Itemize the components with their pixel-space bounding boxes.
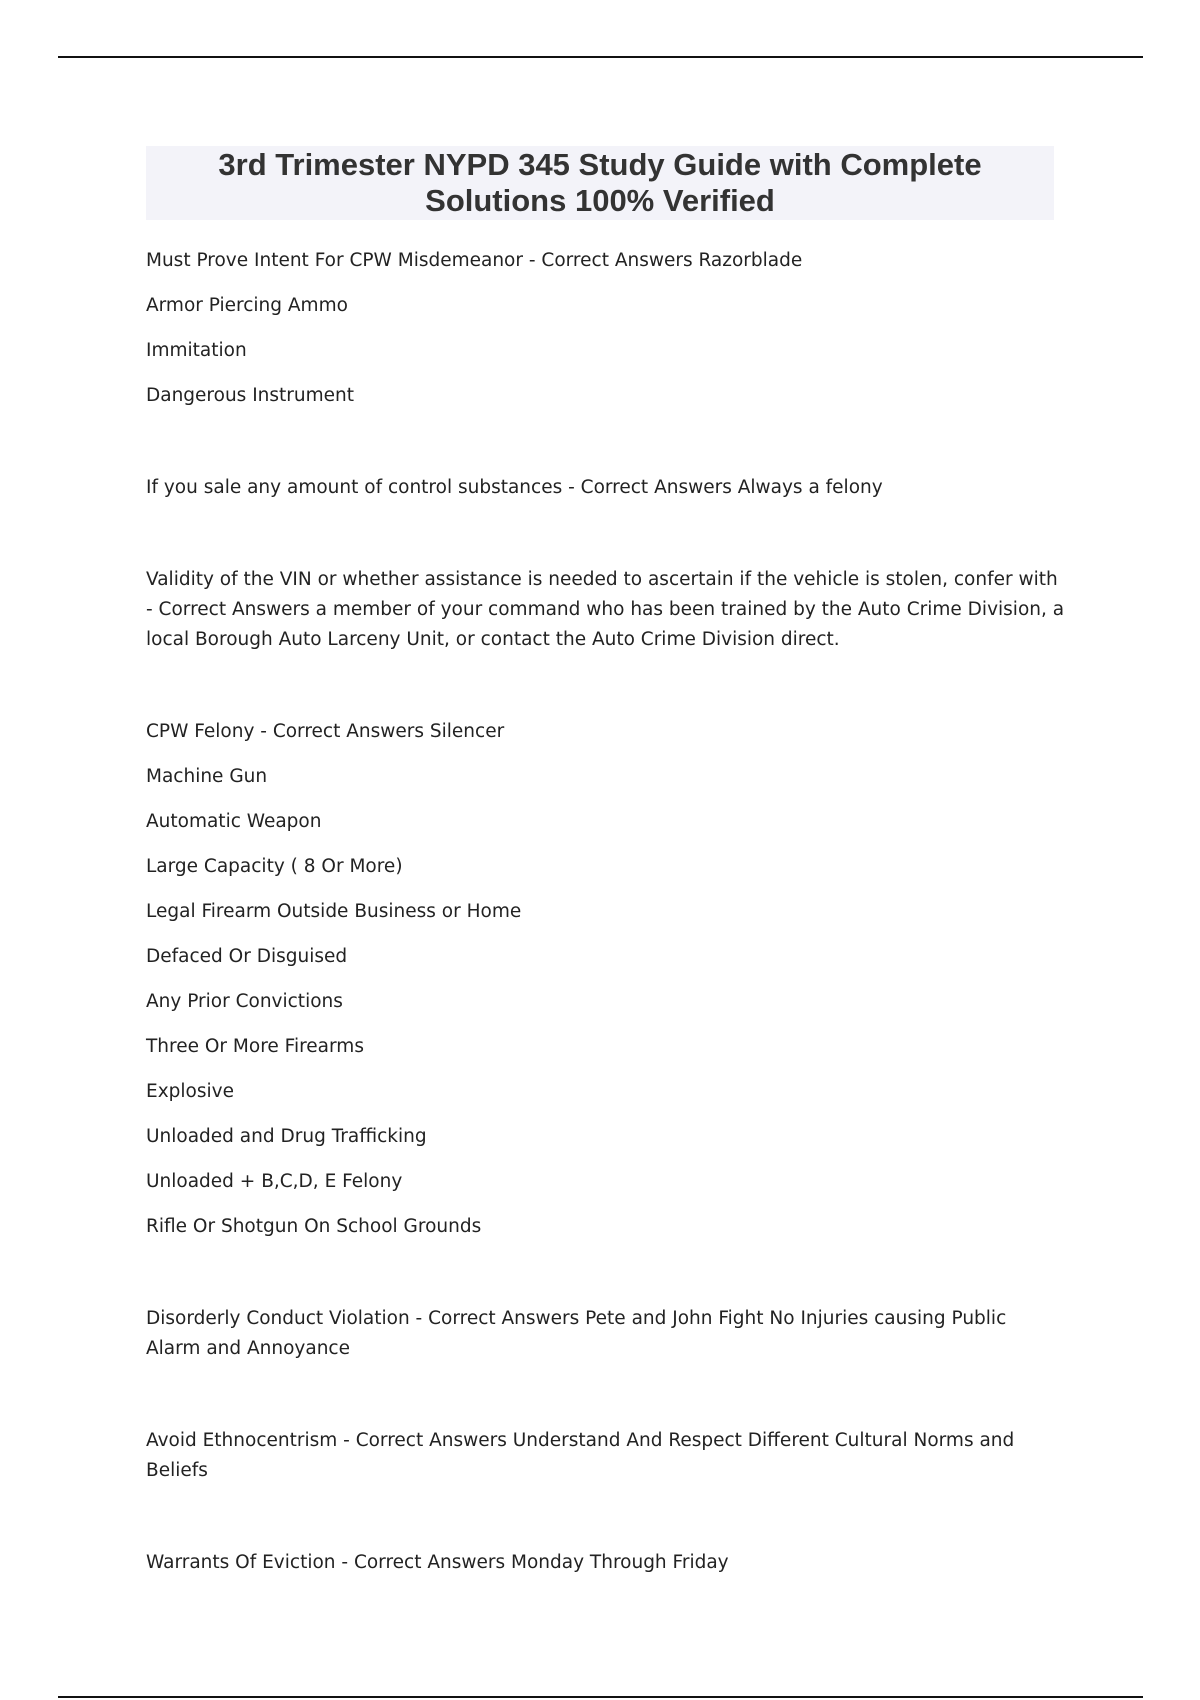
qa-extra-line: Defaced Or Disguised [146, 946, 348, 967]
title-banner [146, 146, 1054, 220]
spacer [146, 411, 1066, 473]
qa-extra-line: Legal Firearm Outside Business or Home [146, 901, 522, 922]
qa-text: CPW Felony - Correct Answers Silencer [146, 721, 505, 742]
document-title: 3rd Trimester NYPD 345 Study Guide with Complete Solutions 100% Verified [218, 147, 982, 218]
qa-item [146, 246, 1066, 411]
qa-extra-line: Explosive [146, 1081, 234, 1102]
spacer [146, 655, 1066, 717]
spacer [146, 1242, 1066, 1304]
spacer [146, 1364, 1066, 1426]
top-rule [58, 56, 1143, 58]
qa-extra-line: Three Or More Firearms [146, 1036, 364, 1057]
qa-text: Validity of the VIN or whether assistance is needed to ascertain if the vehicle is stolen, confer with - Correct Answers a member of your command who has been trained by the Auto Crime Division, a local Borough Auto Larceny Unit, or contact the Auto Crime Division direct. [146, 569, 1065, 650]
qa-extra-line: Unloaded and Drug Trafficking [146, 1126, 427, 1147]
spacer [146, 1486, 1066, 1548]
qa-text: Warrants Of Eviction - Correct Answers Monday Through Friday [146, 1552, 729, 1573]
qa-extra-line: Dangerous Instrument [146, 385, 354, 406]
qa-extra-line: Machine Gun [146, 766, 268, 787]
qa-extra-line: Automatic Weapon [146, 811, 322, 832]
qa-extra-line: Armor Piercing Ammo [146, 295, 348, 316]
qa-extra-line: Large Capacity ( 8 Or More) [146, 856, 403, 877]
qa-text: If you sale any amount of control substances - Correct Answers Always a felony [146, 477, 883, 498]
qa-text: Avoid Ethnocentrism - Correct Answers Understand And Respect Different Cultural Norms and Beliefs [146, 1430, 1015, 1481]
qa-text: Disorderly Conduct Violation - Correct Answers Pete and John Fight No Injuries causing Public Alarm and Annoyance [146, 1308, 1007, 1359]
qa-item [146, 565, 1066, 655]
qa-item [146, 473, 1066, 503]
qa-extra-line: Any Prior Convictions [146, 991, 343, 1012]
qa-item [146, 717, 1066, 1242]
qa-text: Must Prove Intent For CPW Misdemeanor - Correct Answers Razorblade [146, 250, 803, 271]
qa-extra-line: Immitation [146, 340, 247, 361]
document-body [146, 246, 1066, 1578]
qa-item [146, 1304, 1066, 1364]
bottom-rule [58, 1696, 1143, 1698]
spacer [146, 503, 1066, 565]
qa-item [146, 1426, 1066, 1486]
qa-extra-line: Unloaded + B,C,D, E Felony [146, 1171, 403, 1192]
qa-item [146, 1548, 1066, 1578]
qa-extra-line: Rifle Or Shotgun On School Grounds [146, 1216, 482, 1237]
